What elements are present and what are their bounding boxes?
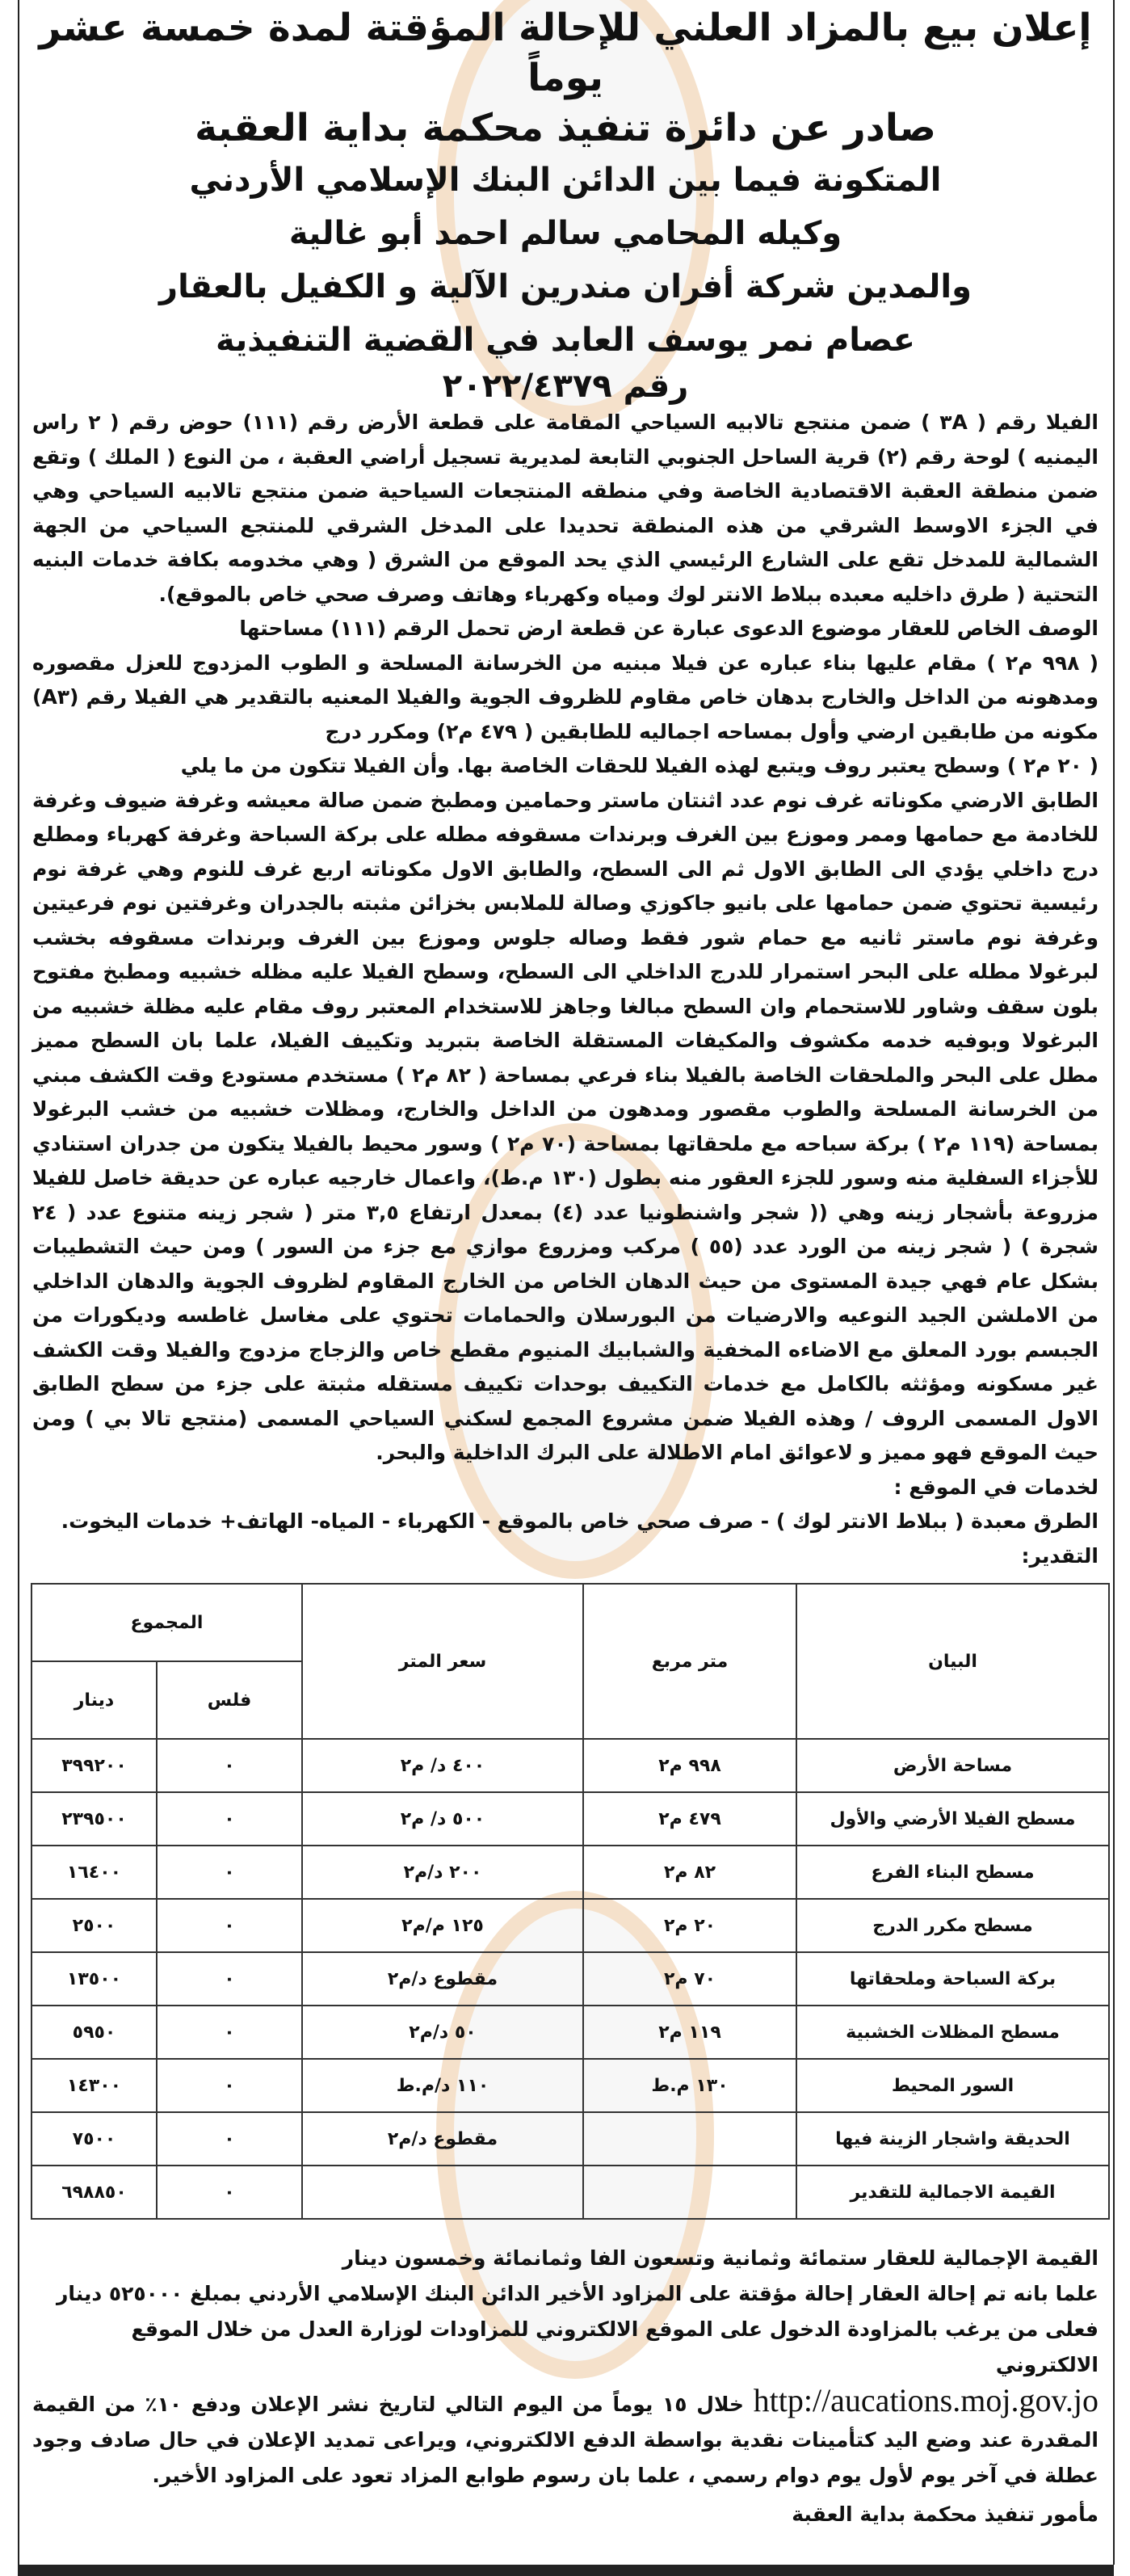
cell-dinar: ٢٥٠٠ [32,1899,157,1952]
description [32,406,1098,1573]
title-line-3: المتكونة فيما بين الدائن البنك الإسلامي الأردني [189,162,942,199]
table-row [32,2006,1109,2059]
cell-area: ١١٩ م٢ [583,2006,796,2059]
table-row [32,1739,1109,1792]
table-row [32,1899,1109,1952]
cell-dinar: ٢٣٩٥٠٠ [32,1792,157,1846]
cell-price: ٢٠٠ د/م٢ [302,1846,583,1899]
cell-price: مقطوع د/م٢ [302,2112,583,2166]
cell-area: ٧٠ م٢ [583,1952,796,2006]
table-row [32,1846,1109,1899]
table-row [32,1952,1109,2006]
terms-text: خلال ١٥ يوماً من اليوم التالي لتاريخ نشر الإعلان ودفع ١٠٪ من القيمة المقدرة عند وضع اليد كتأمينات نقدية بواسطة الدفع الالكتروني، ويراعى تمديد الإعلان في حال صادف وجود عطلة في آخر يوم لأول يوم دوام رسمي ، علما بان رسوم طوابع المزاد تعود على المزاود الأخير. [32,2393,1098,2487]
cell-dinar: ١٣٥٠٠ [32,1952,157,2006]
cell-item: الحديقة واشجار الزينة فيها [796,2112,1109,2166]
location-paragraph: الفيلا رقم ( ٣A ) ضمن منتجع تالابيه السياحي المقامة على قطعة الأرض رقم (١١١) حوض رقم ( ٢ راس اليمنيه ) لوحة رقم (٢) قرية الساحل الجنوبي التابعة لمديرية تسجيل أراضي العقبة ، من النوع ( الملك ) وتقع ضمن منطقة العقبة الاقتصادية الخاصة وفي منطقه المنتجعات السياحية ضمن منتجع تالابيه السياحي وهي في الجزء الاوسط الشرقي من هذه المنطقة تحديدا على المدخل الشرقي للمنتجع السياحي من الجهة الشمالية للمدخل تقع على الشارع الرئيسي الذي يحد الموقع من الشرق ( وهي مخدومه بكافة خدمات البنيه التحتية ( طرق داخليه معبده ببلاط الانتر لوك ومياه وكهرباء وهاتف وصرف صحي خاص بالموقع). [32,410,1098,606]
cell-fils: ٠ [157,1899,302,1952]
cell-fils: ٠ [157,1792,302,1846]
cell-price: مقطوع د/م٢ [302,1952,583,2006]
table-row [32,2166,1109,2219]
cell-fils: ٠ [157,2006,302,2059]
total-in-words: القيمة الإجمالية للعقار ستمائة وثمانية وتسعون الفا وثمانمائة وخمسون دينار [342,2246,1098,2270]
table-row [32,2112,1109,2166]
header-area: متر مربع [583,1584,796,1739]
cell-item: مساحة الأرض [796,1739,1109,1792]
cell-item: القيمة الاجمالية للتقدير [796,2166,1109,2219]
cell-fils: ٠ [157,1739,302,1792]
cell-price: ٤٠٠ د/ م٢ [302,1739,583,1792]
cell-item: بركة السباحة وملحقاتها [796,1952,1109,2006]
cell-item: مسطح المظلات الخشبية [796,2006,1109,2059]
title-line-4: وكيله المحامي سالم احمد أبو غالية [288,215,842,252]
table-row [32,1792,1109,1846]
cell-fils: ٠ [157,2112,302,2166]
auction-website-link[interactable]: http://aucations.moj.gov.jo [753,2382,1098,2418]
referral-note: علما بانه تم إحالة العقار إحالة مؤقتة على المزاود الأخير الدائن البنك الإسلامي الأردني بمبلغ ٥٢٥٠٠٠ دينار [56,2282,1098,2305]
cell-item: مسطح الفيلا الأرضي والأول [796,1792,1109,1846]
cell-dinar: ١٦٤٠٠ [32,1846,157,1899]
title-line-5: والمدين شركة أفران مندرين الآلية و الكفيل بالعقار [159,268,972,305]
description-intro: الوصف الخاص للعقار موضوع الدعوى عبارة عن قطعة ارض تحمل الرقم (١١١) مساحتها [239,617,1098,640]
title-line-1: إعلان بيع بالمزاد العلني للإحالة المؤقتة لمدة خمسة عشر يوماً [39,6,1092,100]
cell-area: ٩٩٨ م٢ [583,1739,796,1792]
cell-dinar: ٥٩٥٠ [32,2006,157,2059]
cell-price: ٥٠ د/م٢ [302,2006,583,2059]
services-list: الطرق معبدة ( ببلاط الانتر لوك ) - صرف صحي خاص بالموقع - الكهرباء - المياه- الهاتف+ خدمات اليخوت. [61,1509,1098,1533]
header-item: البيان [796,1584,1109,1739]
cell-dinar: ١٤٣٠٠ [32,2059,157,2112]
cell-price: ١١٠ د/م.ط [302,2059,583,2112]
roof-paragraph: ( ٢٠ م٢ ) وسطح يعتبر روف ويتبع لهذه الفيلا للحقات الخاصة بها. وأن الفيلا تتكون من ما يلي [180,754,1098,777]
building-paragraph: ( ٩٩٨ م٢ ) مقام عليها بناء عباره عن فيلا مبنيه من الخرسانة المسلحة و الطوب المزدوج للعزل مقصوره ومدهونه من الداخل والخارج بدهان خاص مقاوم للظروف الجوية والفيلا المعنيه بالتقدير هي الفيلا رقم (A٣) مكونه من طابقين ارضي وأول بمساحه اجماليه للطابقين ( ٤٧٩ م٢) ومكرر درج [32,650,1099,743]
header-fils: فلس [157,1661,302,1739]
details-paragraph: الطابق الارضي مكوناته غرف نوم عدد اثنتان ماستر وحمامين ومطبخ ضمن صالة معيشه وغرفة ضيوف وغرفة للخادمة مع حمامها وممر وموزع بين الغرف وبرندات مسقوفه مطله على بركة السباحة وغرفة كهرباء ومطلع درج داخلي يؤدي الى الطابق الاول ثم الى السطح، والطابق الاول مكوناته اربع غرف للنوم وهي غرفة نوم رئيسية تحتوي ضمن حمامها على بانيو جاكوزي وصالة للملابس بخزائن مثبته بالجدران وغرفتين نوم فرعيتين وغرفة نوم ماستر ثانيه مع حمام شور فقط وصاله جلوس وموزع بين الغرف وبرندات مسقوفه بخشب لبرغولا مطله على البحر استمرار للدرج الداخلي الى السطح، وسطح الفيلا عليه مظله خشبيه ومطبخ مفتوح بلون سقف وشاور للاستحمام وان السطح مبالغا وجاهز للاستخدام المعتبر روف مقام عليه مظلة خشبيه من البرغولا وبوفيه خدمه مكشوف والمكيفات المستقلة الخاصة بتبريد وتكييف الفيلا، علما بان السطح مميز مطل على البحر والملحقات الخاصة بالفيلا بناء فرعي بمساحة ( ٨٢ م٢ ) مستخدم مستودع وقت الكشف مبني من الخرسانة المسلحة والطوب مقصور ومدهون من الداخل والخارج، ومظلات خشبيه من خشب البرغولا بمساحة (١١٩ م٢ ) بركة سباحه مع ملحقاتها بمساحة (٧٠ م٢ ) وسور محيط بالفيلا يتكون من جدران استنادي للأجزاء السفلية منه وسور للجزء العقور منه بطول (١٣٠ م.ط)، واعمال خارجيه عباره عن حديقة خاصل للفيلا مزروعة بأشجار زينه وهي (( شجر واشنطونيا عدد (٤) بمعدل ارتفاع ٣,٥ متر ( شجر زينه متنوع عدد ( ٢٤ شجرة ) ( شجر زينه من الورد عدد (٥٥ ) مركب ومزروع موازي مع جزء من السور ) ومن حيث التشطيبات بشكل عام فهي جيدة المستوى من حيث الدهان الخاص من الخارج المقاوم لظروف الجوية والدهان الداخلي من الاملشن الجيد النوعيه والارضيات من البورسلان والحمامات تحتوي على مغاسل غاطسه وديكورات من الجبسم بورد المعلق مع الاضاءه المخفية والشبابيك المنيوم مقطع خاص والزجاج مزدوج والفيلا وقت الكشف غير مسكونه ومؤثثه بالكامل مع خدمات التكييف بوحدات تكييف مستقله مثبتة على جزء من سطح الطابق الاول المسمى الروف / وهذه الفيلا ضمن مشروع المجمع لسكني السياحي المسمى (منتجع تالا بي ) ومن حيث الموقع فهو مميز و لاعوائق امام الاطلالة على البرك الداخلية والبحر. [32,788,1099,1464]
cell-dinar: ٣٩٩٢٠٠ [32,1739,157,1792]
table-body [32,1739,1109,2219]
cell-area: ١٣٠ م.ط [583,2059,796,2112]
cell-item: مسطح مكرر الدرج [796,1899,1109,1952]
cell-area: ٤٧٩ م٢ [583,1792,796,1846]
cell-fils: ٠ [157,1952,302,2006]
cell-item: مسطح البناء الفرع [796,1846,1109,1899]
cell-fils: ٠ [157,1846,302,1899]
case-number: رقم ٢٠٢٢/٤٣٧٩ [442,368,689,405]
title-line-2: صادر عن دائرة تنفيذ محكمة بداية العقبة [195,106,936,150]
cell-price: ١٢٥ م/م٢ [302,1899,583,1952]
services-heading: لخدمات في الموقع : [893,1475,1098,1499]
terms-paragraph [32,2383,1098,2494]
header-dinar: دينار [32,1661,157,1739]
cell-fils: ٠ [157,2059,302,2112]
cell-item: السور المحيط [796,2059,1109,2112]
announcement [32,3,1098,1573]
header-price: سعر المتر [302,1584,583,1739]
title-line-6: عصام نمر يوسف العابد في القضية التنفيذية [216,322,915,359]
cell-area [583,2166,796,2219]
cell-area [583,2112,796,2166]
cell-fils: ٠ [157,2166,302,2219]
footer [32,2241,1098,2565]
valuation-table [31,1583,1110,2220]
table-row [32,2059,1109,2112]
cell-price [302,2166,583,2219]
cell-dinar: ٧٥٠٠ [32,2112,157,2166]
signature: مأمور تنفيذ محكمة بداية العقبة [792,2502,1098,2526]
bottom-border [18,2565,1114,2576]
valuation-heading: التقدير: [1021,1543,1098,1568]
cell-dinar: ٦٩٨٨٥٠ [32,2166,157,2219]
cell-price: ٥٠٠ د/ م٢ [302,1792,583,1846]
header-total: المجموع [32,1584,302,1661]
cell-area: ٨٢ م٢ [583,1846,796,1899]
cell-area: ٢٠ م٢ [583,1899,796,1952]
bidding-instructions: فعلى من يرغب بالمزاودة الدخول على الموقع الالكتروني للمزاودات لوزارة العدل من خلال الموقع الالكتروني [131,2317,1098,2376]
